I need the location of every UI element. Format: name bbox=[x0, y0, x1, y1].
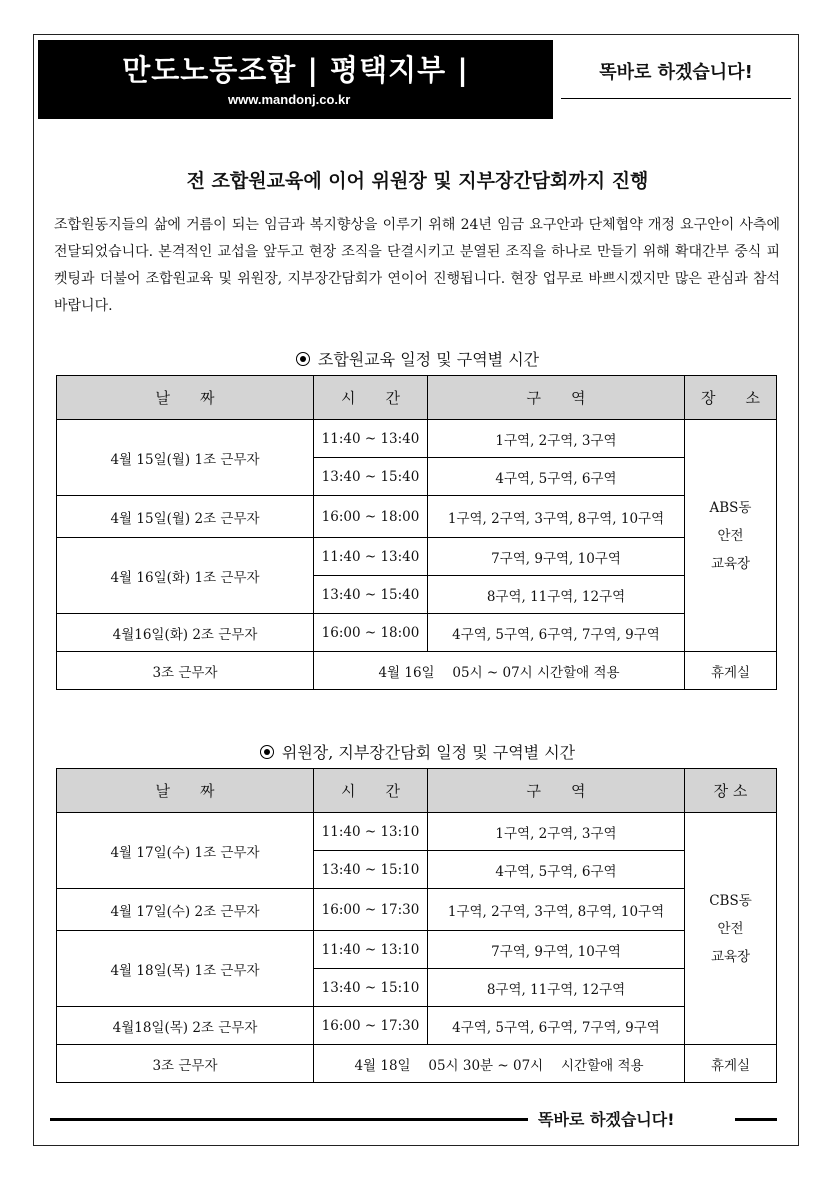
date-cell: 4월 17일(수) 2조 근무자 bbox=[57, 889, 314, 931]
bullet-icon bbox=[296, 352, 310, 366]
time-cell: 16:00 ~ 17:30 bbox=[314, 889, 428, 931]
time-cell: 11:40 ~ 13:10 bbox=[314, 931, 428, 969]
place-cell: CBS동 안전 교육장 bbox=[685, 813, 777, 1045]
header-zone: 구 역 bbox=[428, 376, 685, 420]
date-cell: 4월 17일(수) 1조 근무자 bbox=[57, 813, 314, 889]
header-slogan: 똑바로 하겠습니다! bbox=[599, 62, 753, 83]
header-date: 날 짜 bbox=[57, 769, 314, 813]
date-cell: 4월 18일(목) 1조 근무자 bbox=[57, 931, 314, 1007]
table-row bbox=[57, 652, 777, 690]
time-cell: 16:00 ~ 18:00 bbox=[314, 496, 428, 538]
header-date: 날 짜 bbox=[57, 376, 314, 420]
place-cell: 휴게실 bbox=[685, 1045, 777, 1083]
table-header-row bbox=[57, 376, 777, 420]
zone-cell: 7구역, 9구역, 10구역 bbox=[428, 538, 685, 576]
zone-cell: 4구역, 5구역, 6구역, 7구역, 9구역 bbox=[428, 614, 685, 652]
table-row bbox=[57, 420, 777, 458]
table-row bbox=[57, 889, 777, 931]
table-row bbox=[57, 1007, 777, 1045]
date-cell: 4월 15일(월) 2조 근무자 bbox=[57, 496, 314, 538]
zone-cell: 8구역, 11구역, 12구역 bbox=[428, 576, 685, 614]
header bbox=[38, 40, 795, 119]
union-title: 만도노동조합 | 평택지부 | bbox=[122, 53, 469, 87]
time-cell: 13:40 ~ 15:40 bbox=[314, 576, 428, 614]
date-cell: 4월18일(목) 2조 근무자 bbox=[57, 1007, 314, 1045]
zone-cell: 4구역, 5구역, 6구역 bbox=[428, 458, 685, 496]
time-cell: 13:40 ~ 15:40 bbox=[314, 458, 428, 496]
zone-cell: 1구역, 2구역, 3구역, 8구역, 10구역 bbox=[428, 496, 685, 538]
footer-rule-right bbox=[735, 1118, 777, 1121]
time-cell: 11:40 ~ 13:40 bbox=[314, 538, 428, 576]
header-place: 장 소 bbox=[685, 769, 777, 813]
note-cell: 4월 16일 05시 ~ 07시 시간할애 적용 bbox=[314, 652, 685, 690]
zone-cell: 8구역, 11구역, 12구역 bbox=[428, 969, 685, 1007]
time-cell: 16:00 ~ 17:30 bbox=[314, 1007, 428, 1045]
note-cell: 4월 18일 05시 30분 ~ 07시 시간할애 적용 bbox=[314, 1045, 685, 1083]
table-row bbox=[57, 1045, 777, 1083]
table2-title: 위원장, 지부장간담회 일정 및 구역별 시간 bbox=[0, 740, 835, 763]
header-time: 시 간 bbox=[314, 769, 428, 813]
place-cell: ABS동 안전 교육장 bbox=[685, 420, 777, 652]
header-zone: 구 역 bbox=[428, 769, 685, 813]
footer-rule-left bbox=[50, 1118, 528, 1121]
time-cell: 16:00 ~ 18:00 bbox=[314, 614, 428, 652]
table-row bbox=[57, 614, 777, 652]
date-cell: 3조 근무자 bbox=[57, 652, 314, 690]
union-banner bbox=[38, 40, 553, 119]
table-row bbox=[57, 496, 777, 538]
header-time: 시 간 bbox=[314, 376, 428, 420]
date-cell: 4월 16일(화) 1조 근무자 bbox=[57, 538, 314, 614]
zone-cell: 4구역, 5구역, 6구역 bbox=[428, 851, 685, 889]
slogan-box bbox=[553, 40, 795, 119]
table-row bbox=[57, 931, 777, 969]
time-cell: 11:40 ~ 13:40 bbox=[314, 420, 428, 458]
education-schedule-table bbox=[56, 375, 777, 690]
table-row bbox=[57, 538, 777, 576]
time-cell: 13:40 ~ 15:10 bbox=[314, 851, 428, 889]
date-cell: 4월 15일(월) 1조 근무자 bbox=[57, 420, 314, 496]
time-cell: 13:40 ~ 15:10 bbox=[314, 969, 428, 1007]
zone-cell: 1구역, 2구역, 3구역 bbox=[428, 813, 685, 851]
footer-slogan: 똑바로 하겠습니다! bbox=[538, 1110, 675, 1129]
date-cell: 4월16일(화) 2조 근무자 bbox=[57, 614, 314, 652]
bullet-icon bbox=[260, 745, 274, 759]
intro-paragraph: 조합원동지들의 삶에 거름이 되는 임금과 복지향상을 이루기 위해 24년 임금 요구안과 단체협약 개정 요구안이 사측에 전달되었습니다. 본격적인 교섭을 앞두고 현장 조직을 단결시키고 분열된 조직을 하나로 만들기 위해 확대간부 중식 피켓팅과 더불어 조합원교육 및 위원장, 지부장간담회가 연이어 진행됩니다. 현장 업무로 바쁘시겠지만 많은 관심과 참석 바랍니다. bbox=[54, 217, 780, 314]
header-place: 장 소 bbox=[685, 376, 777, 420]
meeting-schedule-table bbox=[56, 768, 777, 1083]
zone-cell: 1구역, 2구역, 3구역, 8구역, 10구역 bbox=[428, 889, 685, 931]
website-url: www.mandonj.co.kr bbox=[228, 92, 351, 107]
zone-cell: 4구역, 5구역, 6구역, 7구역, 9구역 bbox=[428, 1007, 685, 1045]
date-cell: 3조 근무자 bbox=[57, 1045, 314, 1083]
table1-title: 조합원교육 일정 및 구역별 시간 bbox=[0, 347, 835, 370]
place-cell: 휴게실 bbox=[685, 652, 777, 690]
table-row bbox=[57, 813, 777, 851]
table-header-row bbox=[57, 769, 777, 813]
headline: 전 조합원교육에 이어 위원장 및 지부장간담회까지 진행 bbox=[186, 170, 649, 192]
zone-cell: 1구역, 2구역, 3구역 bbox=[428, 420, 685, 458]
time-cell: 11:40 ~ 13:10 bbox=[314, 813, 428, 851]
zone-cell: 7구역, 9구역, 10구역 bbox=[428, 931, 685, 969]
